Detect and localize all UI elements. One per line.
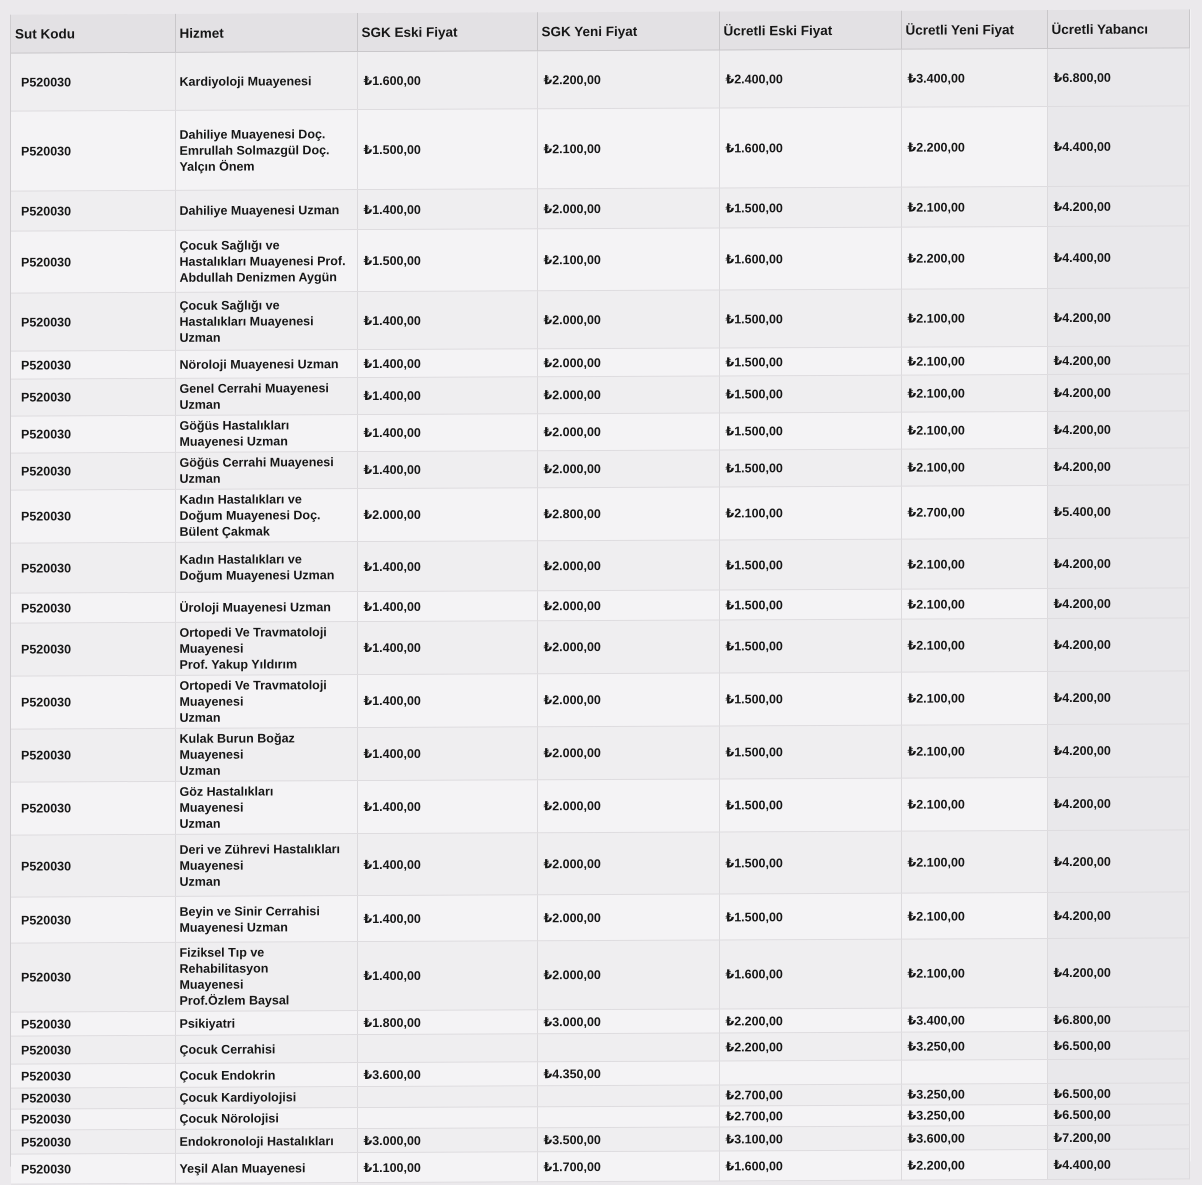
table-cell-ucretli-yabanci: ₺4.400,00 xyxy=(1047,1149,1189,1180)
table-row xyxy=(11,374,1189,416)
table-cell-sut-kodu: P520030 xyxy=(11,1129,175,1154)
header-ucretli-eski-fiyat: Ücretli Eski Fiyat xyxy=(719,11,901,50)
table-cell-ucretli-yabanci: ₺4.200,00 xyxy=(1047,538,1189,589)
table-cell-sut-kodu: P520030 xyxy=(11,592,175,623)
table-cell-ucretli-yeni-fiyat: ₺2.100,00 xyxy=(901,187,1047,228)
table-cell-sgk-eski-fiyat: ₺2.000,00 xyxy=(357,488,537,542)
table-cell-sgk-yeni-fiyat: ₺2.000,00 xyxy=(537,450,719,488)
table-cell-hizmet: Fiziksel Tıp ve Rehabilitasyon Muayenesi Prof.Özlem Baysal xyxy=(175,942,357,1012)
table-cell-sgk-eski-fiyat: ₺1.400,00 xyxy=(357,377,537,415)
table-cell-sut-kodu: P520030 xyxy=(11,1153,175,1184)
table-cell-sgk-eski-fiyat: ₺1.400,00 xyxy=(357,941,537,1011)
table-cell-sgk-eski-fiyat: ₺1.500,00 xyxy=(357,109,537,190)
table-cell-ucretli-yabanci: ₺4.200,00 xyxy=(1047,618,1189,672)
table-cell-sgk-eski-fiyat: ₺1.400,00 xyxy=(357,895,537,942)
table-cell-hizmet: Çocuk Sağlığı ve Hastalıkları Muayenesi Prof. Abdullah Denizmen Aygün xyxy=(175,230,357,293)
table-cell-hizmet: Çocuk Endokrin xyxy=(175,1063,357,1088)
table-cell-sgk-yeni-fiyat: ₺2.000,00 xyxy=(537,673,719,727)
table-cell-sgk-eski-fiyat: ₺1.400,00 xyxy=(357,727,537,781)
table-cell-hizmet: Deri ve Zührevi Hastalıkları Muayenesi Uzman xyxy=(175,834,357,897)
table-cell-ucretli-eski-fiyat: ₺1.500,00 xyxy=(719,589,901,620)
table-cell-sgk-eski-fiyat: ₺1.400,00 xyxy=(357,541,537,592)
table-cell-ucretli-yabanci: ₺4.200,00 xyxy=(1047,411,1189,449)
table-row xyxy=(11,830,1189,897)
table-cell-sgk-yeni-fiyat: ₺2.000,00 xyxy=(537,894,719,941)
table-cell-ucretli-eski-fiyat: ₺1.600,00 xyxy=(719,107,901,188)
table-cell-ucretli-eski-fiyat: ₺2.100,00 xyxy=(719,486,901,540)
table-cell-sut-kodu: P520030 xyxy=(11,1087,175,1109)
table-cell-sut-kodu: P520030 xyxy=(11,1108,175,1130)
table-cell-sgk-eski-fiyat xyxy=(357,1034,537,1063)
table-cell-ucretli-yeni-fiyat: ₺2.200,00 xyxy=(901,1150,1047,1181)
table-cell-ucretli-yabanci: ₺4.200,00 xyxy=(1047,186,1189,227)
table-cell-hizmet: Dahiliye Muayenesi Uzman xyxy=(175,190,357,231)
table-cell-hizmet: Çocuk Sağlığı ve Hastalıkları Muayenesi Uzman xyxy=(175,292,357,351)
table-cell-sgk-yeni-fiyat: ₺2.000,00 xyxy=(537,188,719,229)
table-cell-ucretli-yeni-fiyat: ₺2.200,00 xyxy=(901,227,1047,290)
table-cell-sgk-yeni-fiyat: ₺2.000,00 xyxy=(537,620,719,674)
table-cell-hizmet: Çocuk Nörolojisi xyxy=(175,1108,357,1130)
table-cell-ucretli-yabanci: ₺6.800,00 xyxy=(1047,1007,1189,1032)
table-cell-sut-kodu: P520030 xyxy=(11,781,175,835)
table-cell-sgk-yeni-fiyat: ₺2.200,00 xyxy=(537,50,719,109)
table-row xyxy=(11,724,1189,782)
table-cell-hizmet: Üroloji Muayenesi Uzman xyxy=(175,592,357,623)
header-sgk-yeni-fiyat: SGK Yeni Fiyat xyxy=(537,11,719,50)
table-cell-sgk-eski-fiyat: ₺3.000,00 xyxy=(357,1128,537,1153)
table-cell-ucretli-eski-fiyat: ₺1.500,00 xyxy=(719,893,901,940)
table-cell-sut-kodu: P520030 xyxy=(11,350,175,379)
table-cell-sgk-yeni-fiyat: ₺2.000,00 xyxy=(537,348,719,377)
table-cell-ucretli-eski-fiyat: ₺2.200,00 xyxy=(719,1032,901,1061)
table-cell-hizmet: Kadın Hastalıkları ve Doğum Muayenesi Doç. Bülent Çakmak xyxy=(175,489,357,543)
table-cell-ucretli-yabanci: ₺4.200,00 xyxy=(1047,588,1189,619)
table-cell-hizmet: Kadın Hastalıkları ve Doğum Muayenesi Uzman xyxy=(175,542,357,593)
table-cell-ucretli-yabanci: ₺6.800,00 xyxy=(1047,48,1189,107)
table-cell-sgk-yeni-fiyat: ₺2.000,00 xyxy=(537,376,719,414)
table-cell-hizmet: Kardiyoloji Muayenesi xyxy=(175,52,357,111)
table-cell-hizmet: Kulak Burun Boğaz Muayenesi Uzman xyxy=(175,728,357,782)
table-cell-ucretli-yabanci: ₺4.200,00 xyxy=(1047,938,1189,1008)
table-cell-ucretli-yeni-fiyat: ₺2.100,00 xyxy=(901,893,1047,940)
table-cell-hizmet: Dahiliye Muayenesi Doç. Emrullah Solmazgül Doç. Yalçın Önem xyxy=(175,110,357,191)
table-cell-ucretli-eski-fiyat: ₺1.600,00 xyxy=(719,939,901,1009)
table-cell-hizmet: Genel Cerrahi Muayenesi Uzman xyxy=(175,378,357,416)
table-cell-sut-kodu: P520030 xyxy=(11,622,175,676)
table-cell-ucretli-eski-fiyat: ₺1.500,00 xyxy=(719,449,901,487)
table-cell-sgk-eski-fiyat: ₺1.100,00 xyxy=(357,1152,537,1183)
table-cell-ucretli-yabanci: ₺5.400,00 xyxy=(1047,485,1189,539)
table-cell-ucretli-eski-fiyat xyxy=(719,1060,901,1085)
table-row xyxy=(11,1149,1189,1184)
table-cell-ucretli-yeni-fiyat: ₺2.200,00 xyxy=(901,107,1047,188)
table-cell-sut-kodu: P520030 xyxy=(11,489,175,543)
table-cell-sgk-yeni-fiyat: ₺2.000,00 xyxy=(537,832,719,895)
table-row xyxy=(11,938,1189,1012)
table-row xyxy=(11,106,1189,191)
table-cell-sut-kodu: P520030 xyxy=(11,1063,175,1088)
table-cell-sgk-eski-fiyat: ₺1.400,00 xyxy=(357,591,537,622)
table-cell-ucretli-yeni-fiyat: ₺2.100,00 xyxy=(901,289,1047,348)
table-cell-ucretli-eski-fiyat: ₺1.500,00 xyxy=(719,412,901,450)
table-cell-ucretli-yabanci: ₺4.400,00 xyxy=(1047,106,1189,187)
table-cell-ucretli-yeni-fiyat: ₺3.400,00 xyxy=(901,1008,1047,1033)
table-cell-sgk-yeni-fiyat: ₺3.000,00 xyxy=(537,1009,719,1034)
table-cell-sgk-eski-fiyat: ₺1.400,00 xyxy=(357,451,537,489)
table-row xyxy=(11,448,1189,490)
table-row xyxy=(11,618,1189,676)
table-cell-sgk-eski-fiyat: ₺1.400,00 xyxy=(357,414,537,452)
table-cell-ucretli-yabanci: ₺4.200,00 xyxy=(1047,671,1189,725)
header-hizmet: Hizmet xyxy=(175,13,357,52)
table-cell-ucretli-yeni-fiyat xyxy=(901,1060,1047,1085)
table-cell-ucretli-eski-fiyat: ₺1.500,00 xyxy=(719,375,901,413)
table-row xyxy=(11,892,1189,943)
table-cell-ucretli-eski-fiyat: ₺2.200,00 xyxy=(719,1008,901,1033)
table-row xyxy=(11,48,1189,111)
table-cell-ucretli-yeni-fiyat: ₺3.250,00 xyxy=(901,1084,1047,1106)
table-cell-sut-kodu: P520030 xyxy=(11,1011,175,1036)
table-cell-ucretli-yeni-fiyat: ₺3.250,00 xyxy=(901,1032,1047,1061)
price-table-sheet xyxy=(10,9,1191,1177)
table-cell-sut-kodu: P520030 xyxy=(11,1035,175,1064)
table-cell-hizmet: Beyin ve Sinir Cerrahisi Muayenesi Uzman xyxy=(175,896,357,943)
table-cell-ucretli-eski-fiyat: ₺1.500,00 xyxy=(719,289,901,348)
table-cell-ucretli-eski-fiyat: ₺1.500,00 xyxy=(719,187,901,228)
table-cell-sut-kodu: P520030 xyxy=(11,896,175,943)
header-ucretli-yabanci: Ücretli Yabancı xyxy=(1047,9,1189,48)
table-cell-ucretli-eski-fiyat: ₺2.700,00 xyxy=(719,1084,901,1106)
table-cell-ucretli-eski-fiyat: ₺1.600,00 xyxy=(719,227,901,290)
table-row xyxy=(11,411,1189,453)
header-row xyxy=(11,9,1189,53)
table-cell-ucretli-yabanci: ₺6.500,00 xyxy=(1047,1104,1189,1126)
table-cell-sgk-yeni-fiyat: ₺2.000,00 xyxy=(537,779,719,833)
table-cell-hizmet: Göğüs Hastalıkları Muayenesi Uzman xyxy=(175,415,357,453)
table-cell-sgk-yeni-fiyat: ₺1.700,00 xyxy=(537,1151,719,1182)
table-cell-sut-kodu: P520030 xyxy=(11,728,175,782)
table-cell-ucretli-eski-fiyat: ₺2.400,00 xyxy=(719,49,901,108)
table-cell-sut-kodu: P520030 xyxy=(11,190,175,231)
table-cell-sgk-yeni-fiyat: ₺2.000,00 xyxy=(537,540,719,591)
table-cell-ucretli-yeni-fiyat: ₺2.100,00 xyxy=(901,778,1047,832)
table-cell-ucretli-yeni-fiyat: ₺2.100,00 xyxy=(901,619,1047,673)
table-cell-ucretli-yabanci: ₺4.200,00 xyxy=(1047,830,1189,893)
table-cell-sgk-yeni-fiyat xyxy=(537,1085,719,1107)
table-cell-ucretli-eski-fiyat: ₺1.600,00 xyxy=(719,1150,901,1181)
table-cell-ucretli-eski-fiyat: ₺1.500,00 xyxy=(719,619,901,673)
table-cell-sut-kodu: P520030 xyxy=(11,230,175,293)
table-cell-sgk-eski-fiyat: ₺1.600,00 xyxy=(357,51,537,110)
table-cell-ucretli-yeni-fiyat: ₺2.100,00 xyxy=(901,589,1047,620)
price-table xyxy=(11,9,1190,1184)
table-cell-sgk-eski-fiyat: ₺1.500,00 xyxy=(357,229,537,292)
header-ucretli-yeni-fiyat: Ücretli Yeni Fiyat xyxy=(901,10,1047,49)
table-cell-ucretli-eski-fiyat: ₺1.500,00 xyxy=(719,539,901,590)
table-cell-sut-kodu: P520030 xyxy=(11,675,175,729)
table-row xyxy=(11,538,1189,593)
table-cell-sgk-yeni-fiyat: ₺2.100,00 xyxy=(537,108,719,189)
table-cell-hizmet: Ortopedi Ve Travmatoloji Muayenesi Prof. Yakup Yıldırım xyxy=(175,622,357,676)
table-cell-sgk-eski-fiyat: ₺1.800,00 xyxy=(357,1010,537,1035)
table-cell-ucretli-yabanci: ₺4.200,00 xyxy=(1047,892,1189,939)
table-cell-sgk-eski-fiyat xyxy=(357,1086,537,1108)
table-cell-hizmet: Nöroloji Muayenesi Uzman xyxy=(175,350,357,379)
table-cell-ucretli-yabanci: ₺4.200,00 xyxy=(1047,374,1189,412)
table-cell-sut-kodu: P520030 xyxy=(11,415,175,453)
table-cell-sgk-yeni-fiyat: ₺2.000,00 xyxy=(537,940,719,1010)
table-cell-hizmet: Ortopedi Ve Travmatoloji Muayenesi Uzman xyxy=(175,675,357,729)
table-cell-ucretli-eski-fiyat: ₺1.500,00 xyxy=(719,778,901,832)
table-cell-ucretli-yabanci: ₺6.500,00 xyxy=(1047,1083,1189,1105)
table-cell-ucretli-eski-fiyat: ₺3.100,00 xyxy=(719,1126,901,1151)
table-cell-sut-kodu: P520030 xyxy=(11,292,175,351)
table-cell-sgk-eski-fiyat: ₺1.400,00 xyxy=(357,780,537,834)
table-cell-ucretli-yabanci: ₺4.400,00 xyxy=(1047,226,1189,289)
table-cell-ucretli-yabanci: ₺4.200,00 xyxy=(1047,724,1189,778)
table-cell-sgk-eski-fiyat xyxy=(357,1107,537,1129)
table-cell-ucretli-yeni-fiyat: ₺2.100,00 xyxy=(901,347,1047,376)
table-cell-ucretli-eski-fiyat: ₺2.700,00 xyxy=(719,1105,901,1127)
table-row xyxy=(11,186,1189,231)
table-cell-sgk-eski-fiyat: ₺1.400,00 xyxy=(357,621,537,675)
table-cell-sgk-eski-fiyat: ₺1.400,00 xyxy=(357,349,537,378)
table-cell-ucretli-yabanci: ₺4.200,00 xyxy=(1047,777,1189,831)
table-row xyxy=(11,671,1189,729)
table-cell-ucretli-yabanci: ₺4.200,00 xyxy=(1047,448,1189,486)
table-cell-ucretli-eski-fiyat: ₺1.500,00 xyxy=(719,725,901,779)
table-row xyxy=(11,485,1189,543)
table-cell-ucretli-yeni-fiyat: ₺2.700,00 xyxy=(901,486,1047,540)
header-sgk-eski-fiyat: SGK Eski Fiyat xyxy=(357,12,537,51)
table-cell-ucretli-yeni-fiyat: ₺2.100,00 xyxy=(901,449,1047,487)
table-cell-sgk-eski-fiyat: ₺1.400,00 xyxy=(357,674,537,728)
table-cell-ucretli-yeni-fiyat: ₺3.600,00 xyxy=(901,1126,1047,1151)
table-cell-sgk-yeni-fiyat: ₺2.800,00 xyxy=(537,487,719,541)
table-cell-sgk-yeni-fiyat: ₺2.000,00 xyxy=(537,413,719,451)
header-sut-kodu: Sut Kodu xyxy=(11,14,175,53)
table-cell-ucretli-yeni-fiyat: ₺2.100,00 xyxy=(901,831,1047,894)
table-cell-sut-kodu: P520030 xyxy=(11,452,175,490)
table-cell-ucretli-yeni-fiyat: ₺2.100,00 xyxy=(901,412,1047,450)
table-row xyxy=(11,777,1189,835)
table-cell-hizmet: Yeşil Alan Muayenesi xyxy=(175,1153,357,1184)
table-cell-sgk-yeni-fiyat: ₺2.000,00 xyxy=(537,590,719,621)
table-cell-sgk-yeni-fiyat xyxy=(537,1106,719,1128)
table-cell-ucretli-yeni-fiyat: ₺2.100,00 xyxy=(901,939,1047,1009)
table-cell-sut-kodu: P520030 xyxy=(11,378,175,416)
table-cell-sgk-eski-fiyat: ₺1.400,00 xyxy=(357,291,537,350)
table-cell-sgk-eski-fiyat: ₺1.400,00 xyxy=(357,189,537,230)
table-cell-hizmet: Göz Hastalıkları Muayenesi Uzman xyxy=(175,781,357,835)
table-cell-hizmet: Endokronoloji Hastalıkları xyxy=(175,1129,357,1154)
table-cell-ucretli-yabanci: ₺7.200,00 xyxy=(1047,1125,1189,1150)
table-cell-sut-kodu: P520030 xyxy=(11,834,175,897)
table-cell-sut-kodu: P520030 xyxy=(11,542,175,593)
table-cell-ucretli-eski-fiyat: ₺1.500,00 xyxy=(719,347,901,376)
table-cell-sgk-eski-fiyat: ₺1.400,00 xyxy=(357,833,537,896)
table-cell-ucretli-eski-fiyat: ₺1.500,00 xyxy=(719,831,901,894)
table-cell-sgk-yeni-fiyat: ₺4.350,00 xyxy=(537,1061,719,1086)
table-cell-sgk-yeni-fiyat: ₺2.100,00 xyxy=(537,228,719,291)
table-cell-ucretli-yabanci: ₺4.200,00 xyxy=(1047,288,1189,347)
table-cell-ucretli-yabanci: ₺4.200,00 xyxy=(1047,346,1189,375)
table-cell-ucretli-yeni-fiyat: ₺3.250,00 xyxy=(901,1105,1047,1127)
table-row xyxy=(11,288,1189,351)
table-cell-ucretli-yeni-fiyat: ₺2.100,00 xyxy=(901,672,1047,726)
table-cell-ucretli-yabanci xyxy=(1047,1059,1189,1084)
table-cell-ucretli-yeni-fiyat: ₺3.400,00 xyxy=(901,49,1047,108)
table-cell-sgk-yeni-fiyat: ₺3.500,00 xyxy=(537,1127,719,1152)
table-cell-ucretli-eski-fiyat: ₺1.500,00 xyxy=(719,672,901,726)
table-cell-ucretli-yabanci: ₺6.500,00 xyxy=(1047,1031,1189,1060)
table-cell-sgk-yeni-fiyat: ₺2.000,00 xyxy=(537,726,719,780)
table-cell-hizmet: Göğüs Cerrahi Muayenesi Uzman xyxy=(175,452,357,490)
table-cell-hizmet: Çocuk Kardiyolojisi xyxy=(175,1087,357,1109)
table-cell-sgk-eski-fiyat: ₺3.600,00 xyxy=(357,1062,537,1087)
table-row xyxy=(11,226,1189,293)
table-cell-sut-kodu: P520030 xyxy=(11,110,175,191)
table-cell-sut-kodu: P520030 xyxy=(11,942,175,1012)
table-cell-hizmet: Çocuk Cerrahisi xyxy=(175,1035,357,1064)
table-cell-ucretli-yeni-fiyat: ₺2.100,00 xyxy=(901,375,1047,413)
table-cell-ucretli-yeni-fiyat: ₺2.100,00 xyxy=(901,725,1047,779)
table-cell-ucretli-yeni-fiyat: ₺2.100,00 xyxy=(901,539,1047,590)
table-cell-sut-kodu: P520030 xyxy=(11,52,175,111)
table-cell-hizmet: Psikiyatri xyxy=(175,1011,357,1036)
table-cell-sgk-yeni-fiyat xyxy=(537,1033,719,1062)
table-cell-sgk-yeni-fiyat: ₺2.000,00 xyxy=(537,290,719,349)
